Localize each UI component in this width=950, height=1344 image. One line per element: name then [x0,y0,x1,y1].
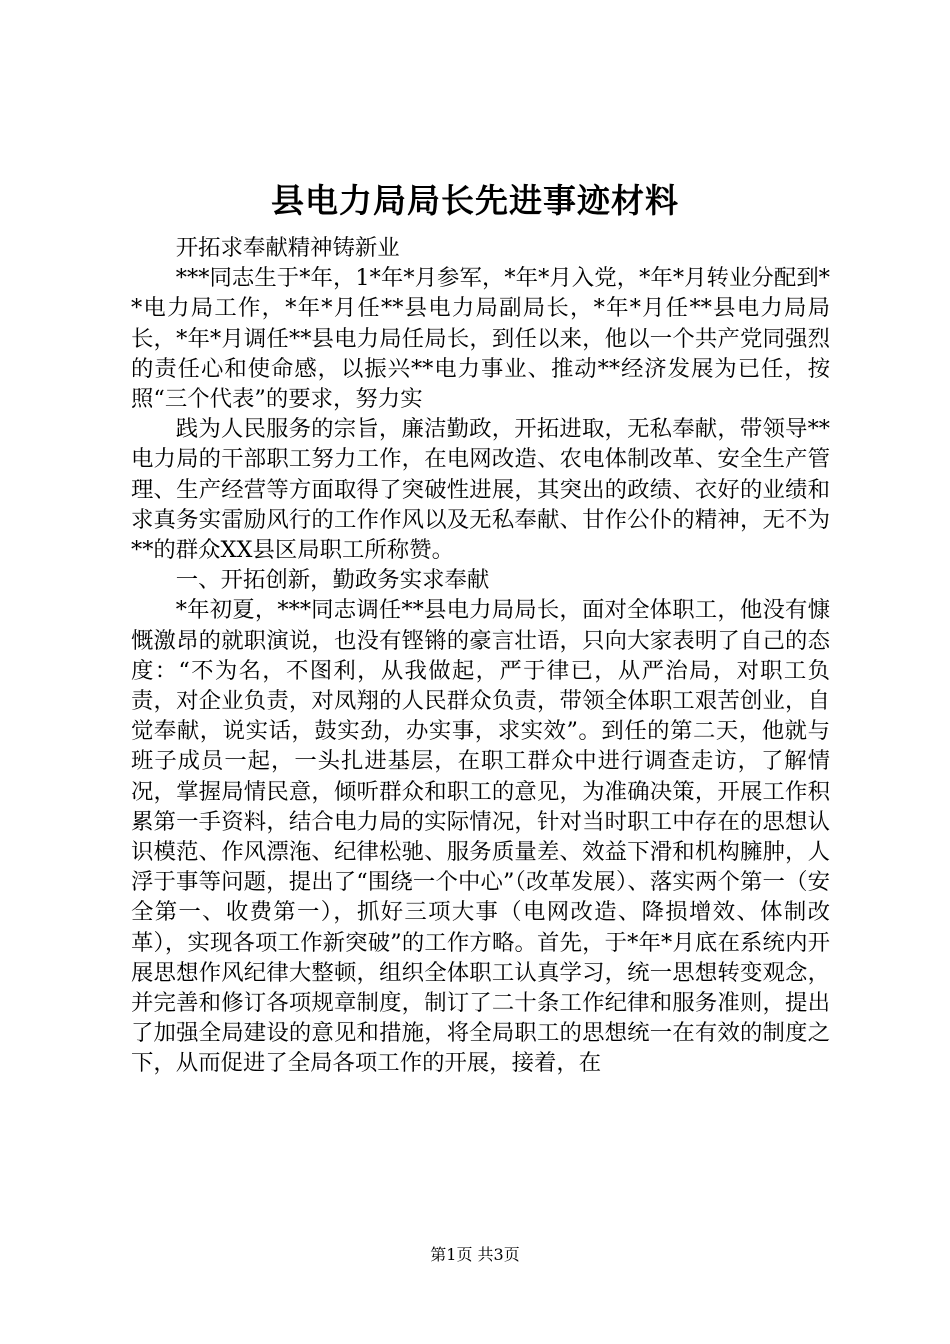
section-heading: 一、开拓创新，勤政务实求奉献 [175,567,490,594]
page-footer: 第1页 共3页 [430,1245,520,1264]
document-body [131,233,830,1079]
document-title: 县电力局局长先进事迹材料 [271,181,679,220]
subtitle-paragraph: 开拓求奉献精神铸新业 [175,235,400,261]
body-paragraph: *年初夏，***同志调任**县电力局局长，面对全体职工，他没有慷慨激昂的就职演说，也没有铿锵的豪言壮语，只向大家表明了自己的态度：“不为名，不图利，从我做起，严于律已，从严治局，对职工负责，对企业负责，对凤翔的人民群众负责，带领全体职工艰苦创业，自觉奉献，说实话，鼓实劲，办实事，求实效”。到任的第二天，他就与班子成员一起，一头扎进基层，在职工群众中进行调查走访，了解情况，掌握局情民意，倾听群众和职工的意见，为准确决策，开展工作积累第一手资料，结合电力局的实际情况，针对当时职工中存在的思想认识模范、作风漂沲、纪律松驰、服务质量差、效益下滑和机构臃肿，人浮于事等问题，提出了“围绕一个中心”（改革发展）、落实两个第一（安全第一、收费第一），抓好三项大事（电网改造、降损增效、体制改革），实现各项工作新突破”的工作方略。首先，于*年*月底在系统内开展思想作风纪律大整顿，组织全体职工认真学习，统一思想转变观念，并完善和修订各项规章制度，制订了二十条工作纪律和服务准则，提出了加强全局建设的意见和措施，将全局职工的思想统一在有效的制度之下，从而促进了全局各项工作的开展，接着，在 [131,597,830,1077]
body-paragraph: ***同志生于*年，1*年*月参军，*年*月入党，*年*月转业分配到**电力局工作，*年*月任**县电力局副局长，*年*月任**县电力局局长，*年*月调任**县电力局任局长，到任以来，他以一个共产党同强烈的责任心和使命感，以振兴**电力事业、推动**经济发展为已任，按照“三个代表”的要求，努力实 [131,265,830,413]
body-paragraph: 践为人民服务的宗旨，廉洁勤政，开拓进取，无私奉献，带领导**电力局的干部职工努力工作，在电网改造、农电体制改革、安全生产管理、生产经营等方面取得了突破性进展，其突出的政绩、衣好的业绩和求真务实雷励风行的工作作风以及无私奉献、甘作公仆的精神，无不为**的群众XX县区局职工所称赞。 [131,416,830,564]
